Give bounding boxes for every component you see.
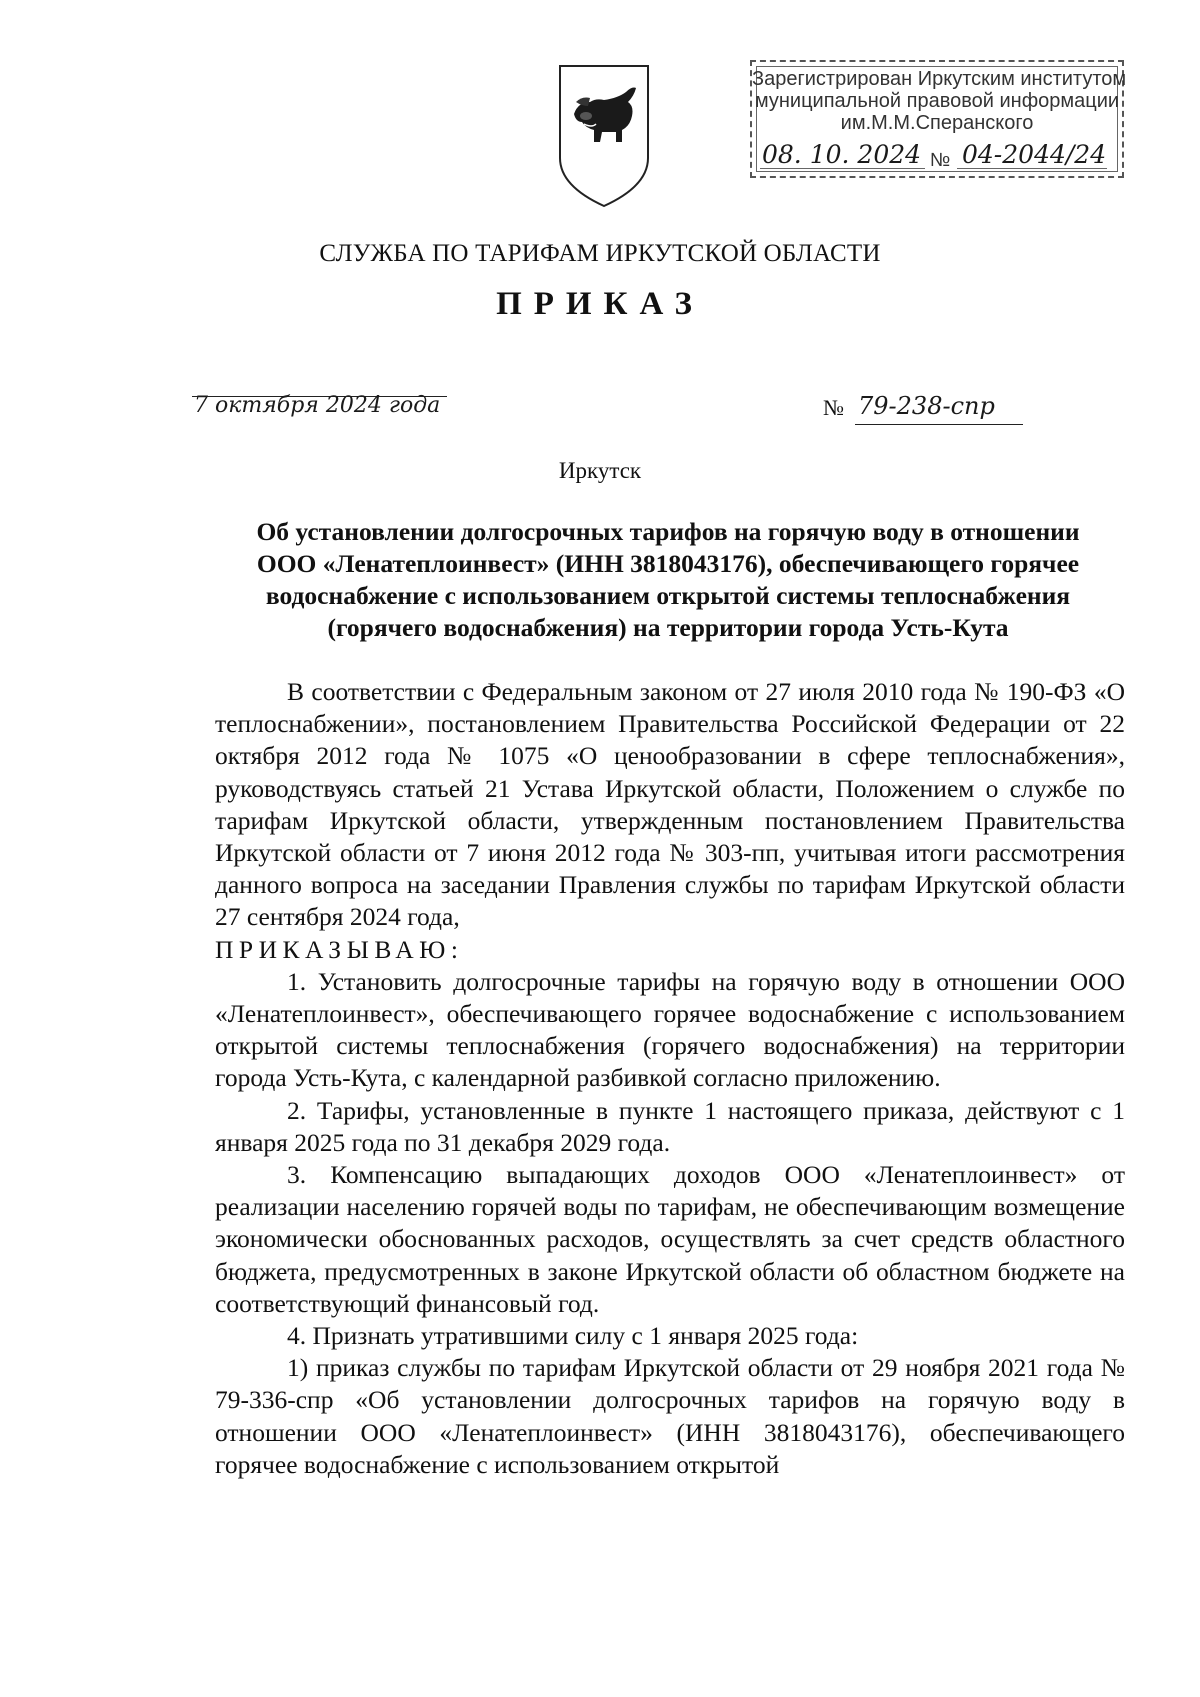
stamp-line-2: муниципальной правовой информации <box>754 90 1120 112</box>
item-4-1-paragraph: 1) приказ службы по тарифам Иркутской области от 29 ноября 2021 года № 79-336-спр «Об установлении долгосрочных тарифов на горячую воду в отношении ООО «Ленатеплоинвест» (ИНН 3818043176), обеспечивающего горячее водоснабжение с использованием открытой <box>215 1353 1125 1479</box>
document-type-heading: ПРИКАЗ <box>496 286 704 322</box>
stamp-line-3: им.М.М.Сперанского <box>840 112 1034 134</box>
item-1-paragraph: 1. Установить долгосрочные тарифы на горячую воду в отношении ООО «Ленатеплоинвест», обеспечивающего горячее водоснабжение с использованием открытой системы теплоснабжения (горячего водоснабжения) на территории города Усть-Кута, с календарной разбивкой согласно приложению. <box>215 966 1125 1093</box>
coat-of-arms-emblem <box>556 62 652 210</box>
order-number-label: № <box>823 395 844 420</box>
stamp-reg-number: 04-2044/24 <box>962 140 1107 169</box>
stamp-line-1: Зарегистрирован Иркутским институтом <box>752 68 1127 90</box>
item-4-paragraph: 4. Признать утратившими силу с 1 января 2025 года: <box>287 1321 859 1351</box>
city-name: Иркутск <box>558 458 642 483</box>
preamble-paragraph: В соответствии с Федеральным законом от 27 июля 2010 года № 190-ФЗ «О теплоснабжении», постановлением Правительства Российской Федерации от 22 октября 2012 года № 1075 «О ценообразовании в сфере теплоснабжения», руководствуясь статьей 21 Устава Иркутской области, Положением о службе по тарифам Иркутской области, утвержденным постановлением Правительства Иркутской области от 7 июня 2012 года № 303-пп, учитывая итоги рассмотрения данного вопроса на заседании Правления службы по тарифам Иркутской области 27 сентября 2024 года, <box>215 677 1125 932</box>
stamp-number-sign: № <box>930 150 951 171</box>
order-body <box>215 676 1125 1481</box>
registration-stamp <box>750 60 1127 178</box>
order-date: 7 октября 2024 года <box>194 393 441 418</box>
title-line: ООО «Ленатеплоинвест» (ИНН 3818043176), обеспечивающего горячее <box>256 549 1080 578</box>
title-line: Об установлении долгосрочных тарифов на горячую воду в отношении <box>256 517 1080 546</box>
item-3-paragraph: 3. Компенсацию выпадающих доходов ООО «Ленатеплоинвест» от реализации населению горячей воды по тарифам, не обеспечивающим возмещение экономически обоснованных расходов, осуществлять за счет средств областного бюджета, предусмотренных в законе Иркутской области об областном бюджете на соответствующий финансовый год. <box>215 1160 1125 1318</box>
stamp-reg-date: 08. 10. 2024 <box>762 140 922 169</box>
item-2-paragraph: 2. Тарифы, установленные в пункте 1 настоящего приказа, действуют с 1 января 2025 года по 31 декабря 2029 года. <box>215 1095 1125 1157</box>
agency-name: СЛУЖБА ПО ТАРИФАМ ИРКУТСКОЙ ОБЛАСТИ <box>319 240 881 267</box>
title-line: водоснабжение с использованием открытой системы теплоснабжения <box>265 581 1071 610</box>
number-underline <box>855 424 1023 425</box>
order-number: 79-238-спр <box>858 392 995 420</box>
order-word: ПРИКАЗЫВАЮ: <box>215 934 464 964</box>
order-title <box>210 516 1126 644</box>
title-line: (горячего водоснабжения) на территории города Усть-Кута <box>327 613 1009 642</box>
